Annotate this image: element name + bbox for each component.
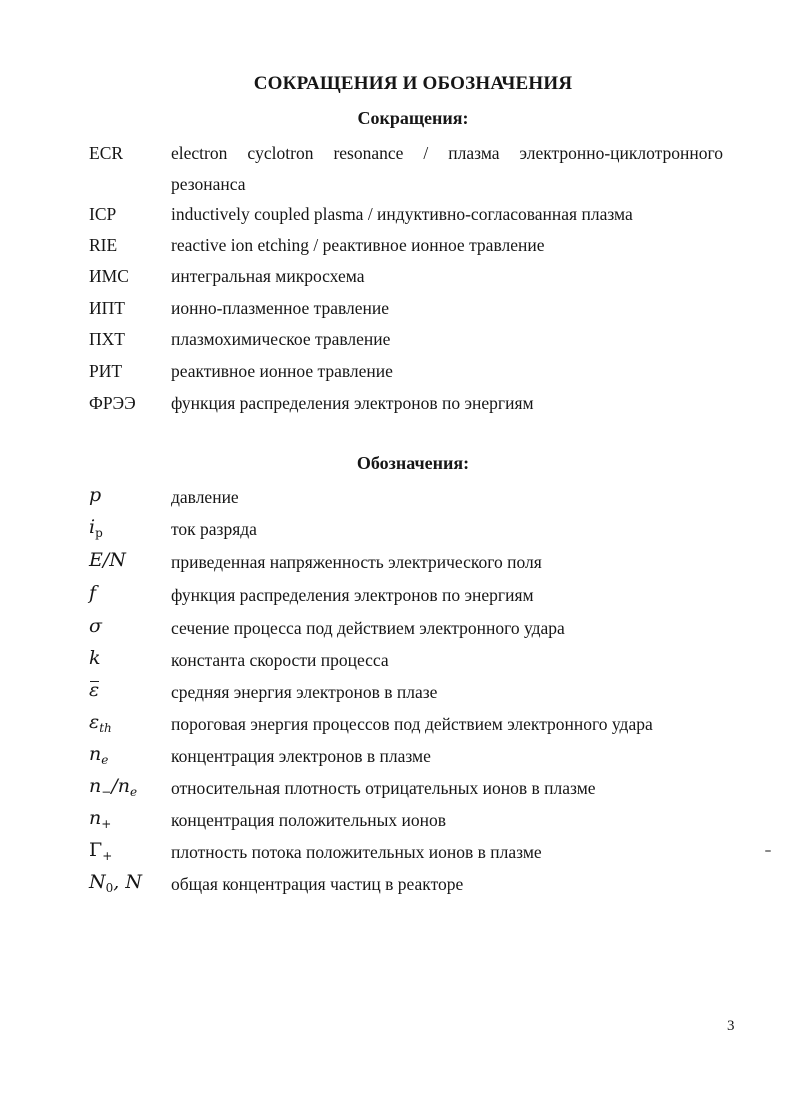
symbol-definition: константа скорости процесса [171,650,389,670]
symbol-definition: функция распределения электронов по энергиям [171,585,534,605]
abbreviation-term: ПХТ [89,329,125,349]
symbol: $N_0$, N [89,871,142,895]
symbol-definition: давление [171,487,239,507]
abbreviation-term: ECR [89,143,124,163]
page-title: СОКРАЩЕНИЯ И ОБОЗНАЧЕНИЯ [253,73,573,94]
abbreviations-heading: Сокращения: [357,108,469,128]
symbol: p [89,484,102,506]
abbreviation-term: ICP [89,204,117,224]
abbreviation-definition: inductively coupled plasma / индуктивно-согласованная плазма [171,204,633,224]
symbol: E/N [89,549,126,571]
scan-speck [765,850,771,852]
symbol-definition: пороговая энергия процессов под действием электронного удара [171,714,653,734]
symbol: σ [89,615,102,637]
abbreviation-term: ИПТ [89,298,125,318]
symbol-definition: плотность потока положительных ионов в плазме [171,842,542,862]
symbol-definition: приведенная напряженность электрического поля [171,552,542,572]
abbreviation-definition: плазмохимическое травление [171,329,391,349]
symbol: $n_-/n_e$ [89,775,138,799]
symbol-definition: концентрация положительных ионов [171,810,447,830]
symbol: $\varepsilon_{th}$ [89,711,112,735]
abbreviation-term: РИТ [89,361,123,381]
symbol: ε [89,679,100,701]
symbol: $i_p$ [89,516,103,540]
symbol: k [89,647,101,669]
abbreviation-term: ФРЭЭ [89,393,136,413]
abbreviation-definition: electron cyclotron resonance / плазма электронно-циклотронного резонанса [171,143,723,194]
abbreviation-term: ИМС [89,266,129,286]
symbol-definition: концентрация электронов в плазме [171,746,431,766]
symbols-heading: Обозначения: [356,453,470,473]
symbol: $n_e$ [89,743,109,767]
abbreviation-definition: функция распределения электронов по энергиям [171,393,534,413]
symbol-definition: относительная плотность отрицательных ионов в плазме [171,778,596,798]
abbreviation-definition: интегральная микросхема [171,266,365,286]
symbol-definition: средняя энергия электронов в плазе [171,682,438,702]
abbreviation-definition: реактивное ионное травление [171,361,393,381]
symbol: $n_+$ [89,807,112,831]
symbol-definition: сечение процесса под действием электронного удара [171,618,565,638]
page-number: 3 [727,1018,735,1034]
symbol-definition: ток разряда [171,519,257,539]
abbreviation-definition: reactive ion etching / реактивное ионное травление [171,235,545,255]
abbreviation-term: RIE [89,235,118,255]
symbol: f [89,582,97,604]
abbreviation-definition: ионно-плазменное травление [171,298,390,318]
symbol-definition: общая концентрация частиц в реакторе [171,874,464,894]
symbol: $\Gamma_+$ [89,839,113,863]
